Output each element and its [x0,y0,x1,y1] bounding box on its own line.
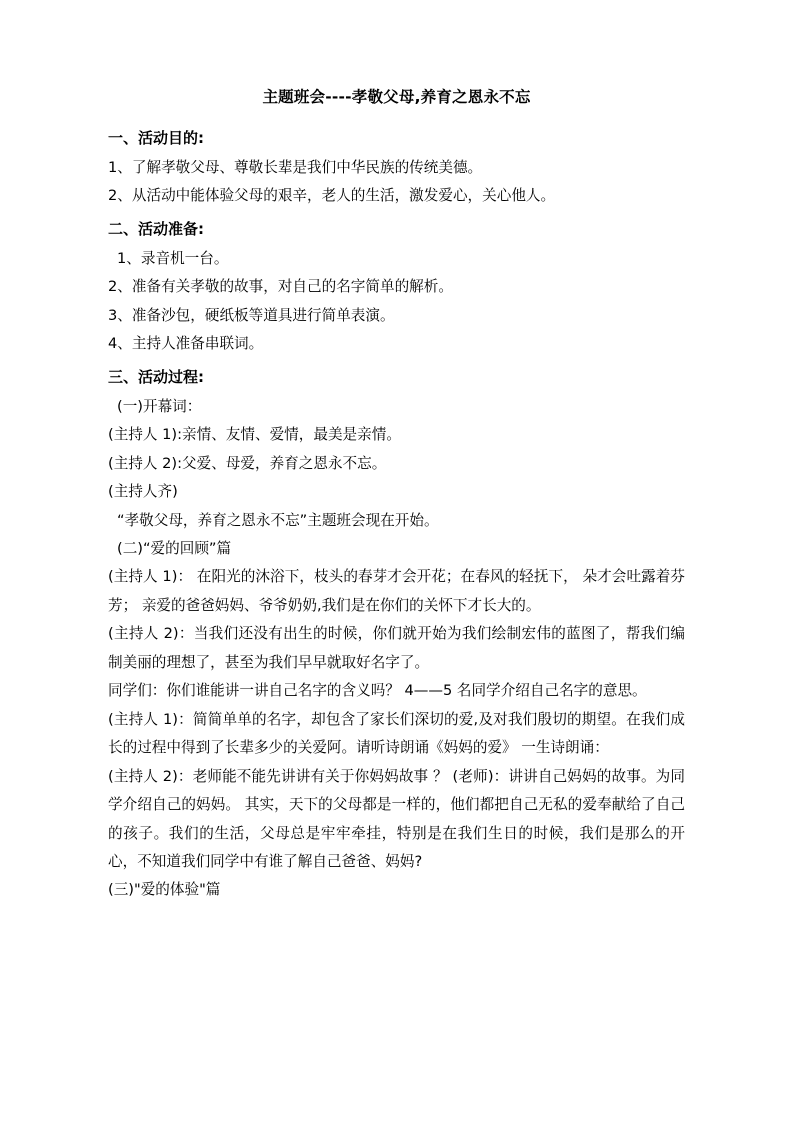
document-body [108,125,685,905]
paragraph: (主持人 1)：简简单单的名字，却包含了家长们深切的爱,及对我们殷切的期望。在我们成长的过程中得到了长辈多少的关爱阿。请听诗朗诵《妈妈的爱》 一生诗朗诵： [108,710,685,757]
section-heading-2: 二、活动准备: [108,220,204,239]
paragraph: 2、准备有关孝敬的故事，对自己的名字简单的解析。 [108,278,453,296]
paragraph: 1、了解孝敬父母、尊敬长辈是我们中华民族的传统美德。 [108,158,483,176]
page-title: 主题班会----孝敬父母,养育之恩永不忘 [262,88,531,106]
paragraph: (一)开幕词： [117,397,202,415]
paragraph: 3、准备沙包，硬纸板等道具进行简单表演。 [108,306,395,324]
paragraph: “孝敬父母，养育之恩永不忘”主题班会现在开始。 [117,511,439,529]
paragraph: 4、主持人准备串联词。 [108,335,264,353]
paragraph: 2、从活动中能体验父母的艰辛，老人的生活，激发爱心，关心他人。 [108,186,556,204]
paragraph: (主持人 1):亲情、友情、爱情，最美是亲情。 [108,426,401,444]
paragraph: (主持人 2)：当我们还没有出生的时候，你们就开始为我们绘制宏伟的蓝图了，帮我们编制美丽的理想了，甚至为我们早早就取好名字了。 [108,625,685,671]
paragraph: (主持人 2):父爱、母爱，养育之恩永不忘。 [108,454,387,472]
paragraph: (三)"爱的体验"篇 [108,881,221,899]
paragraph: (主持人齐) [108,483,178,501]
paragraph: (主持人 1)： 在阳光的沐浴下，枝头的春芽才会开花；在春风的轻抚下， 朵才会吐露着芬芳； 亲爱的爸爸妈妈、爷爷奶奶,我们是在你们的关怀下才长大的。 [108,568,685,614]
paragraph: 1、录音机一台。 [117,249,229,267]
paragraph: 同学们：你们谁能讲一讲自己名字的含义吗？ 4——5 名同学介绍自己名字的意思。 [108,682,647,700]
section-heading-1: 一、活动目的: [108,129,204,148]
paragraph: (主持人 2)：老师能不能先讲讲有关于你妈妈故事 ？ (老师)：讲讲自己妈妈的故事。为同学介绍自己的妈妈。 其实，天下的父母都是一样的，他们都把自己无私的爱奉献给了自己的孩子。我们的生活，父母总是牢牢牵挂，特别是在我们生日的时候，我们是那么的开心，不知道我们同学中有谁了解自己爸爸、妈妈? [108,767,685,870]
section-heading-3: 三、活动过程: [108,368,204,387]
paragraph: (二)“爱的回顾”篇 [117,539,232,557]
